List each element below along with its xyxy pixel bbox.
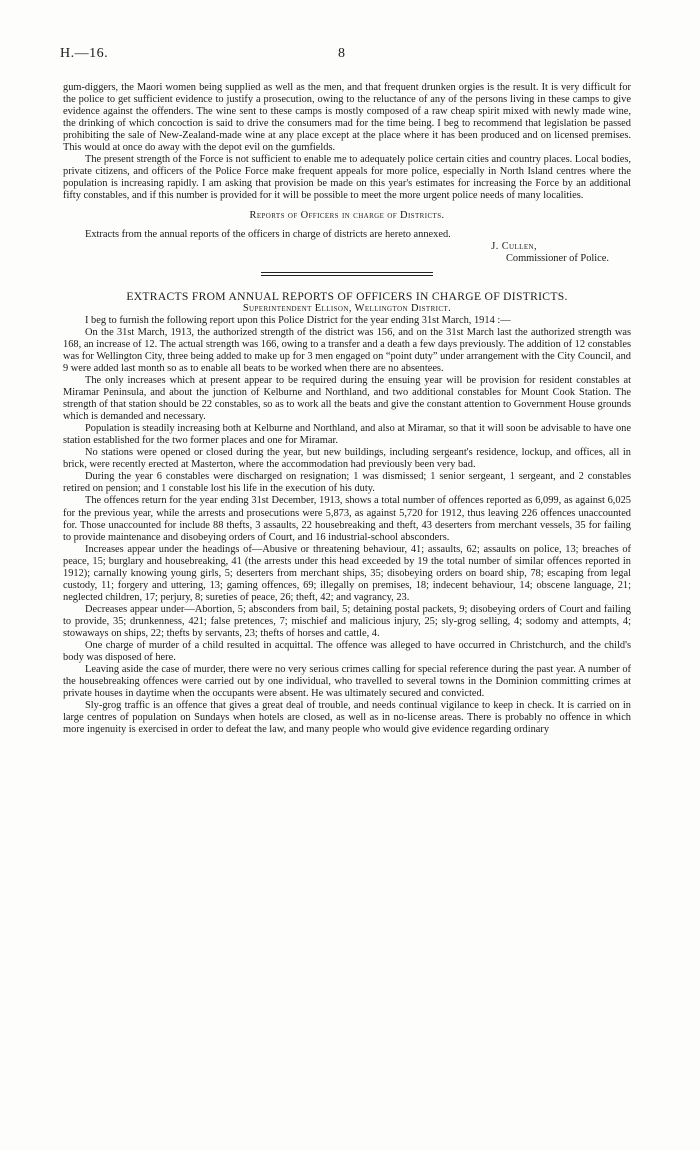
paragraph: No stations were opened or closed during the year, but new buildings, including sergeant's residence, lockup, and offices, all in brick, were recently erected at Masterton, where the accommodation had previously been very bad. xyxy=(63,447,631,471)
paragraph: One charge of murder of a child resulted in acquittal. The offence was alleged to have occurred in Christchurch, and the child's body was disposed of here. xyxy=(63,640,631,664)
page-header xyxy=(60,46,640,66)
paragraph: Increases appear under the headings of—Abusive or threatening behaviour, 41; assaults, 62; assaults on police, 13; breaches of peace, 15; burglary and housebreaking, 41 (the arrests under this head exceeded by 19 the total number of similar offences reported in 1912); carnally knowing young girls, 5; deserters from merchant ships, 35; disobeying orders on board ship, 78; escaping from legal custody, 11; forgery and uttering, 13; gaming offences, 69; illegally on premises, 18; indecent behaviour, 14; obscene language, 21; neglected children, 17; perjury, 8; sureties of peace, 26; theft, 42; and vagrancy, 23. xyxy=(63,543,631,603)
paragraph: The offences return for the year ending 31st December, 1913, shows a total number of offences reported as 6,099, as against 6,025 for the previous year, while the arrests and prosecutions were 5,873, as against 5,720 for 1912, thus leaving 226 offences unaccounted for. Those unaccounted for include 88 thefts, 3 assaults, 22 housebreaking and theft, 43 deserters from merchant vessels, 35 for failing to provide maintenance and disobeying orders of Court, and 16 industrial-school absconders. xyxy=(63,495,631,543)
paragraph: The only increases which at present appear to be required during the ensuing year will be provision for resident constables at Miramar Peninsula, and about the junction of Kelburne and Northland, and two additional constables for Mount Cook Station. The strength of that station should be 22 constables, so as to work all the beats and give the constant attention to Government House grounds which is demanded and necessary. xyxy=(63,374,631,423)
sub-heading: Superintendent Ellison, Wellington District. xyxy=(242,302,452,314)
paragraph: gum-diggers, the Maori women being supplied as well as the men, and that frequent drunken orgies is the result. It is very difficult for the police to get sufficient evidence to justify a prosecution, owing to the reluctance of any of the persons living in these camps to give evidence against the offenders. The wine sent to these camps is mostly composed of a raw cheap spirit mixed with newly made wine, the drinking of which concoction is said to drive the consumers mad for the time being. I beg to recommend that legislation be passed prohibiting the sale of New-Zealand-made wine at any place except at the place where it has been produced and on licensed premises. This would at once do away with the depot evil on the gumfields. xyxy=(63,82,631,154)
signature-title: Commissioner of Police. xyxy=(505,252,609,264)
paragraph: Sly-grog traffic is an offence that gives a great deal of trouble, and needs continual vigilance to keep in check. It is carried on in large centres of population on Sundays when hotels are closed, as well as in no-license areas. There is probably no offence in which more ingenuity is exercised in order to defeat the law, and many people who would give evidence regarding ordinary xyxy=(63,700,631,736)
paragraph: During the year 6 constables were discharged on resignation; 1 was dismissed; 1 senior sergeant, 1 sergeant, and 2 constables retired on pension; and 1 constable lost his life in the execution of his duty. xyxy=(63,471,631,495)
signature-name: J. Cullen, xyxy=(491,240,537,252)
paragraph: The present strength of the Force is not sufficient to enable me to adequately police certain cities and country places. Local bodies, private citizens, and officers of the Police Force make frequent appeals for more police, especially in North Island centres where the population is increasing rapidly. I am asking that provision be made on this year's estimates for increasing the Force by an additional fifty constables, and if this number is provided for it will be possible to meet the more urgent police needs of many localities. xyxy=(63,154,631,202)
double-rule-divider xyxy=(63,265,631,283)
paragraph: I beg to furnish the following report upon this Police District for the year ending 31st March, 1914 :— xyxy=(85,314,511,326)
body-text xyxy=(63,82,631,736)
section-heading: Reports of Officers in charge of Districts. xyxy=(249,210,445,222)
paragraph: Extracts from the annual reports of the officers in charge of districts are hereto annexed. xyxy=(85,228,451,240)
document-reference: H.—16. xyxy=(60,46,109,61)
paragraph: Population is steadily increasing both at Kelburne and Northland, and also at Miramar, so that it will soon be advisable to have one station established for the two former places and one for Miramar. xyxy=(63,423,631,447)
page-number: 8 xyxy=(338,46,345,61)
paragraph: Leaving aside the case of murder, there were no very serious crimes calling for special reference during the past year. A number of the housebreaking offences were carried out by one individual, who travelled to several towns in the Dominion committing crimes at private houses in daytime when the occupants were absent. He was ultimately secured and convicted. xyxy=(63,664,631,700)
main-heading: EXTRACTS FROM ANNUAL REPORTS OF OFFICERS IN CHARGE OF DISTRICTS. xyxy=(126,289,568,303)
paragraph: Decreases appear under—Abortion, 5; absconders from bail, 5; detaining postal packets, 9; disobeying orders of Court and failing to provide, 35; drunkenness, 421; false pretences, 7; mischief and malicious injury, 25; sly-grog selling, 4; sodomy and attempts, 4; stowaways on ships, 22; thefts by servants, 23; thefts of horses and cattle, 4. xyxy=(63,603,631,639)
paragraph: On the 31st March, 1913, the authorized strength of the district was 156, and on the 31st March last the authorized strength was 168, an increase of 12. The actual strength was 166, owing to a transfer and a death a few days previously. The addition of 12 constables was for Wellington City, three being added to make up for 3 men engaged on “point duty” under arrangement with the City Council, and 9 were added last month so as to enable all beats to be worked when there are no absentees. xyxy=(63,326,631,374)
